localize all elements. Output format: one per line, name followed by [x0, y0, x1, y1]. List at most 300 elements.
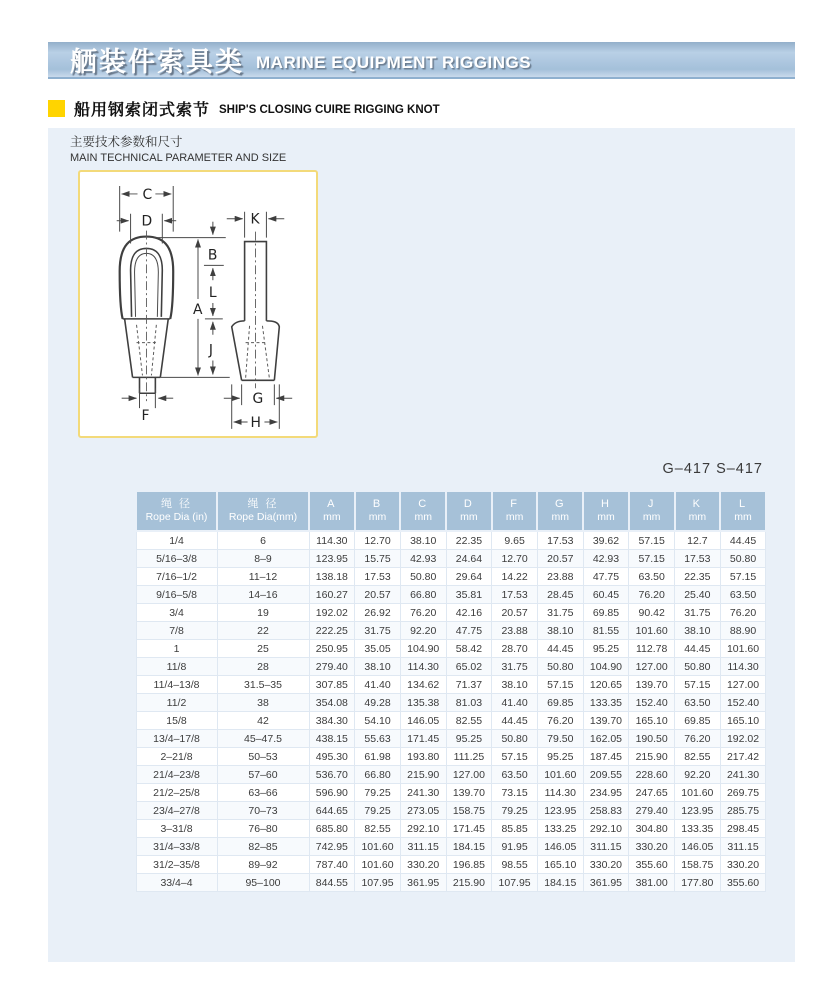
table-cell: 35.05	[355, 640, 401, 658]
col-header-g: G mm	[537, 491, 583, 531]
table-cell: 76–80	[217, 820, 309, 838]
table-cell: 70–73	[217, 802, 309, 820]
table-cell: 60.45	[583, 586, 629, 604]
table-cell: 50.80	[537, 658, 583, 676]
col-header-rope-dia-mm: 绳 径 Rope Dia(mm)	[217, 491, 309, 531]
table-cell: 44.45	[537, 640, 583, 658]
table-row	[136, 568, 766, 586]
table-cell: 146.05	[537, 838, 583, 856]
table-cell: 114.30	[537, 784, 583, 802]
table-cell: 114.30	[720, 658, 766, 676]
table-cell: 104.90	[400, 640, 446, 658]
table-cell: 101.60	[355, 838, 401, 856]
table-cell: 81.55	[583, 622, 629, 640]
table-cell: 3–31/8	[136, 820, 217, 838]
table-cell: 57–60	[217, 766, 309, 784]
dim-label-c: C	[142, 186, 153, 203]
table-cell: 127.00	[446, 766, 492, 784]
table-cell: 22	[217, 622, 309, 640]
table-cell: 120.65	[583, 676, 629, 694]
banner-title-chinese: 舾装件索具类	[70, 47, 244, 77]
table-cell: 17.53	[492, 586, 538, 604]
table-cell: 123.95	[537, 802, 583, 820]
table-cell: 139.70	[446, 784, 492, 802]
table-cell: 88.90	[720, 622, 766, 640]
table-cell: 241.30	[400, 784, 446, 802]
table-cell: 38.10	[355, 658, 401, 676]
table-cell: 50.80	[675, 658, 721, 676]
table-cell: 215.90	[629, 748, 675, 766]
table-cell: 190.50	[629, 730, 675, 748]
table-cell: 107.95	[355, 874, 401, 892]
table-cell: 31.75	[492, 658, 538, 676]
table-cell: 292.10	[400, 820, 446, 838]
col-header-h: H mm	[583, 491, 629, 531]
table-cell: 79.25	[355, 784, 401, 802]
table-cell: 133.35	[583, 694, 629, 712]
table-cell: 247.65	[629, 784, 675, 802]
socket-front-view	[120, 231, 174, 402]
col-header-d: D mm	[446, 491, 492, 531]
table-cell: 184.15	[537, 874, 583, 892]
table-cell: 38	[217, 694, 309, 712]
table-cell: 146.05	[400, 712, 446, 730]
table-cell: 22.35	[675, 568, 721, 586]
table-row	[136, 766, 766, 784]
table-cell: 82.55	[446, 712, 492, 730]
table-cell: 101.60	[537, 766, 583, 784]
table-row	[136, 604, 766, 622]
table-cell: 11–12	[217, 568, 309, 586]
table-cell: 279.40	[309, 658, 355, 676]
table-cell: 76.20	[675, 730, 721, 748]
table-row	[136, 550, 766, 568]
table-cell: 42.93	[583, 550, 629, 568]
table-cell: 57.15	[629, 531, 675, 550]
table-cell: 311.15	[400, 838, 446, 856]
table-cell: 361.95	[400, 874, 446, 892]
table-cell: 196.85	[446, 856, 492, 874]
col-header-a: A mm	[309, 491, 355, 531]
table-cell: 355.60	[720, 874, 766, 892]
table-row	[136, 784, 766, 802]
table-cell: 311.15	[583, 838, 629, 856]
table-cell: 6	[217, 531, 309, 550]
table-cell: 11/8	[136, 658, 217, 676]
dim-label-l: L	[208, 285, 217, 302]
table-cell: 58.42	[446, 640, 492, 658]
table-cell: 91.95	[492, 838, 538, 856]
socket-side-view	[232, 232, 280, 389]
table-cell: 101.60	[720, 640, 766, 658]
page-banner	[48, 42, 795, 79]
table-cell: 330.20	[583, 856, 629, 874]
table-cell: 5/16–3/8	[136, 550, 217, 568]
dimension-B-L-J	[208, 222, 218, 375]
table-cell: 49.28	[355, 694, 401, 712]
table-cell: 1/4	[136, 531, 217, 550]
dim-label-f: F	[141, 408, 150, 425]
table-cell: 101.60	[629, 622, 675, 640]
table-cell: 139.70	[629, 676, 675, 694]
table-cell: 82.55	[355, 820, 401, 838]
table-cell: 45–47.5	[217, 730, 309, 748]
table-cell: 165.10	[629, 712, 675, 730]
table-row	[136, 748, 766, 766]
table-cell: 20.57	[537, 550, 583, 568]
table-cell: 73.15	[492, 784, 538, 802]
table-cell: 50–53	[217, 748, 309, 766]
table-row	[136, 531, 766, 550]
table-cell: 304.80	[629, 820, 675, 838]
table-cell: 495.30	[309, 748, 355, 766]
table-cell: 101.60	[675, 784, 721, 802]
table-cell: 209.55	[583, 766, 629, 784]
table-cell: 311.15	[720, 838, 766, 856]
table-cell: 184.15	[446, 838, 492, 856]
table-cell: 63.50	[629, 568, 675, 586]
table-cell: 95.25	[537, 748, 583, 766]
table-cell: 285.75	[720, 802, 766, 820]
table-cell: 29.64	[446, 568, 492, 586]
table-cell: 26.92	[355, 604, 401, 622]
technical-diagram	[81, 173, 315, 435]
table-cell: 41.40	[355, 676, 401, 694]
table-cell: 3/4	[136, 604, 217, 622]
table-cell: 685.80	[309, 820, 355, 838]
table-cell: 162.05	[583, 730, 629, 748]
table-cell: 28.45	[537, 586, 583, 604]
parameters-table	[135, 490, 767, 892]
table-cell: 2–21/8	[136, 748, 217, 766]
table-cell: 536.70	[309, 766, 355, 784]
table-cell: 66.80	[400, 586, 446, 604]
table-cell: 55.63	[355, 730, 401, 748]
table-cell: 12.70	[492, 550, 538, 568]
table-cell: 66.80	[355, 766, 401, 784]
table-cell: 15.75	[355, 550, 401, 568]
table-cell: 82–85	[217, 838, 309, 856]
table-cell: 135.38	[400, 694, 446, 712]
table-cell: 79.25	[355, 802, 401, 820]
table-cell: 330.20	[400, 856, 446, 874]
table-cell: 273.05	[400, 802, 446, 820]
table-cell: 111.25	[446, 748, 492, 766]
table-cell: 228.60	[629, 766, 675, 784]
table-cell: 171.45	[446, 820, 492, 838]
table-cell: 38.10	[492, 676, 538, 694]
table-cell: 38.10	[400, 531, 446, 550]
dim-label-a: A	[193, 301, 203, 318]
table-cell: 134.62	[400, 676, 446, 694]
table-body	[136, 531, 766, 892]
table-cell: 42	[217, 712, 309, 730]
reference-lines	[154, 238, 229, 378]
table-cell: 31/2–35/8	[136, 856, 217, 874]
table-cell: 107.95	[492, 874, 538, 892]
table-row	[136, 640, 766, 658]
table-cell: 152.40	[629, 694, 675, 712]
table-cell: 1	[136, 640, 217, 658]
table-cell: 44.45	[720, 531, 766, 550]
table-cell: 65.02	[446, 658, 492, 676]
table-cell: 596.90	[309, 784, 355, 802]
table-cell: 31.75	[355, 622, 401, 640]
table-cell: 82.55	[675, 748, 721, 766]
table-cell: 85.85	[492, 820, 538, 838]
table-cell: 234.95	[583, 784, 629, 802]
table-cell: 217.42	[720, 748, 766, 766]
table-cell: 101.60	[355, 856, 401, 874]
table-cell: 13/4–17/8	[136, 730, 217, 748]
table-cell: 123.95	[675, 802, 721, 820]
table-cell: 79.50	[537, 730, 583, 748]
table-cell: 69.85	[583, 604, 629, 622]
table-cell: 133.25	[537, 820, 583, 838]
table-cell: 165.10	[537, 856, 583, 874]
table-cell: 89–92	[217, 856, 309, 874]
table-cell: 95.25	[446, 730, 492, 748]
table-cell: 92.20	[675, 766, 721, 784]
table-cell: 54.10	[355, 712, 401, 730]
banner-title-english: MARINE EQUIPMENT RIGGINGS	[256, 52, 532, 72]
parameters-heading-english: MAIN TECHNICAL PARAMETER AND SIZE	[70, 152, 287, 164]
table-cell: 95.25	[583, 640, 629, 658]
table-cell: 47.75	[583, 568, 629, 586]
table-cell: 8–9	[217, 550, 309, 568]
table-cell: 69.85	[537, 694, 583, 712]
table-cell: 63–66	[217, 784, 309, 802]
table-cell: 31/4–33/8	[136, 838, 217, 856]
table-header	[136, 491, 766, 531]
table-cell: 215.90	[400, 766, 446, 784]
table-cell: 21/2–25/8	[136, 784, 217, 802]
table-cell: 38.10	[537, 622, 583, 640]
table-cell: 39.62	[583, 531, 629, 550]
table-cell: 76.20	[537, 712, 583, 730]
table-cell: 171.45	[400, 730, 446, 748]
table-cell: 22.35	[446, 531, 492, 550]
table-cell: 138.18	[309, 568, 355, 586]
table-cell: 114.30	[400, 658, 446, 676]
table-cell: 50.80	[492, 730, 538, 748]
dim-label-g: G	[252, 391, 264, 408]
table-cell: 17.53	[355, 568, 401, 586]
table-cell: 177.80	[675, 874, 721, 892]
table-cell: 192.02	[309, 604, 355, 622]
table-cell: 112.78	[629, 640, 675, 658]
table-cell: 57.15	[492, 748, 538, 766]
table-cell: 57.15	[720, 568, 766, 586]
parameters-table-wrap	[135, 490, 765, 892]
table-cell: 76.20	[629, 586, 675, 604]
table-cell: 9.65	[492, 531, 538, 550]
table-cell: 57.15	[675, 676, 721, 694]
table-row	[136, 676, 766, 694]
table-cell: 25	[217, 640, 309, 658]
table-cell: 31.75	[675, 604, 721, 622]
table-cell: 71.37	[446, 676, 492, 694]
table-cell: 381.00	[629, 874, 675, 892]
table-cell: 139.70	[583, 712, 629, 730]
table-cell: 7/16–1/2	[136, 568, 217, 586]
table-cell: 158.75	[446, 802, 492, 820]
table-cell: 742.95	[309, 838, 355, 856]
table-cell: 57.15	[629, 550, 675, 568]
table-row	[136, 874, 766, 892]
section-title-english: SHIP'S CLOSING CUIRE RIGGING KNOT	[219, 104, 440, 116]
table-row	[136, 838, 766, 856]
table-cell: 81.03	[446, 694, 492, 712]
table-cell: 269.75	[720, 784, 766, 802]
table-cell: 76.20	[720, 604, 766, 622]
dimension-A	[193, 240, 203, 376]
table-cell: 165.10	[720, 712, 766, 730]
table-cell: 21/4–23/8	[136, 766, 217, 784]
table-cell: 127.00	[629, 658, 675, 676]
table-cell: 104.90	[583, 658, 629, 676]
col-header-f: F mm	[492, 491, 538, 531]
dimension-G	[224, 384, 292, 407]
section-title-chinese: 船用钢索闭式索节	[74, 102, 211, 119]
table-cell: 355.60	[629, 856, 675, 874]
table-cell: 9/16–5/8	[136, 586, 217, 604]
table-cell: 215.90	[446, 874, 492, 892]
table-cell: 25.40	[675, 586, 721, 604]
table-cell: 20.57	[355, 586, 401, 604]
table-row	[136, 658, 766, 676]
table-cell: 61.98	[355, 748, 401, 766]
table-cell: 33/4–4	[136, 874, 217, 892]
diagram-frame	[78, 170, 318, 438]
table-cell: 28.70	[492, 640, 538, 658]
table-row	[136, 694, 766, 712]
table-row	[136, 712, 766, 730]
table-cell: 354.08	[309, 694, 355, 712]
table-cell: 298.45	[720, 820, 766, 838]
col-header-j: J mm	[629, 491, 675, 531]
table-cell: 279.40	[629, 802, 675, 820]
table-cell: 292.10	[583, 820, 629, 838]
table-cell: 160.27	[309, 586, 355, 604]
table-cell: 23/4–27/8	[136, 802, 217, 820]
table-cell: 192.02	[720, 730, 766, 748]
table-cell: 35.81	[446, 586, 492, 604]
dim-label-b: B	[207, 247, 218, 264]
table-cell: 31.5–35	[217, 676, 309, 694]
table-cell: 63.50	[675, 694, 721, 712]
table-cell: 44.45	[675, 640, 721, 658]
table-row	[136, 820, 766, 838]
table-cell: 222.25	[309, 622, 355, 640]
table-cell: 384.30	[309, 712, 355, 730]
col-header-k: K mm	[675, 491, 721, 531]
table-cell: 57.15	[537, 676, 583, 694]
table-cell: 14–16	[217, 586, 309, 604]
table-cell: 12.70	[355, 531, 401, 550]
table-cell: 12.7	[675, 531, 721, 550]
table-cell: 23.88	[537, 568, 583, 586]
table-cell: 76.20	[400, 604, 446, 622]
table-cell: 14.22	[492, 568, 538, 586]
table-cell: 47.75	[446, 622, 492, 640]
table-cell: 20.57	[492, 604, 538, 622]
table-row	[136, 730, 766, 748]
table-cell: 123.95	[309, 550, 355, 568]
table-cell: 90.42	[629, 604, 675, 622]
table-cell: 330.20	[720, 856, 766, 874]
dim-label-k: K	[250, 211, 260, 228]
table-cell: 38.10	[675, 622, 721, 640]
table-cell: 258.83	[583, 802, 629, 820]
table-cell: 44.45	[492, 712, 538, 730]
table-cell: 50.80	[400, 568, 446, 586]
table-cell: 11/2	[136, 694, 217, 712]
model-code: G–417 S–417	[662, 461, 763, 477]
table-cell: 24.64	[446, 550, 492, 568]
table-cell: 127.00	[720, 676, 766, 694]
section-heading	[48, 97, 440, 120]
col-header-b: B mm	[355, 491, 401, 531]
table-row	[136, 856, 766, 874]
table-row	[136, 802, 766, 820]
table-cell: 438.15	[309, 730, 355, 748]
col-header-c: C mm	[400, 491, 446, 531]
table-row	[136, 586, 766, 604]
col-header-l: L mm	[720, 491, 766, 531]
table-cell: 114.30	[309, 531, 355, 550]
table-cell: 69.85	[675, 712, 721, 730]
parameters-heading	[70, 134, 286, 166]
table-cell: 241.30	[720, 766, 766, 784]
table-cell: 193.80	[400, 748, 446, 766]
table-cell: 42.93	[400, 550, 446, 568]
table-cell: 844.55	[309, 874, 355, 892]
table-cell: 187.45	[583, 748, 629, 766]
table-cell: 330.20	[629, 838, 675, 856]
table-cell: 63.50	[492, 766, 538, 784]
col-header-rope-dia-in: 绳 径 Rope Dia (in)	[136, 491, 217, 531]
table-cell: 92.20	[400, 622, 446, 640]
table-cell: 787.40	[309, 856, 355, 874]
table-cell: 23.88	[492, 622, 538, 640]
table-cell: 79.25	[492, 802, 538, 820]
table-cell: 133.35	[675, 820, 721, 838]
table-cell: 28	[217, 658, 309, 676]
table-cell: 644.65	[309, 802, 355, 820]
dim-label-d: D	[141, 213, 153, 230]
table-cell: 19	[217, 604, 309, 622]
table-cell: 307.85	[309, 676, 355, 694]
content-panel	[48, 128, 795, 962]
table-cell: 41.40	[492, 694, 538, 712]
table-cell: 146.05	[675, 838, 721, 856]
table-cell: 63.50	[720, 586, 766, 604]
parameters-heading-chinese: 主要技术参数和尺寸	[70, 135, 183, 149]
table-cell: 250.95	[309, 640, 355, 658]
table-cell: 17.53	[675, 550, 721, 568]
table-cell: 7/8	[136, 622, 217, 640]
dim-label-j: J	[208, 342, 214, 359]
table-cell: 11/4–13/8	[136, 676, 217, 694]
table-cell: 50.80	[720, 550, 766, 568]
table-cell: 42.16	[446, 604, 492, 622]
table-cell: 15/8	[136, 712, 217, 730]
table-cell: 152.40	[720, 694, 766, 712]
table-cell: 17.53	[537, 531, 583, 550]
table-row	[136, 622, 766, 640]
yellow-bullet-icon	[48, 100, 65, 117]
